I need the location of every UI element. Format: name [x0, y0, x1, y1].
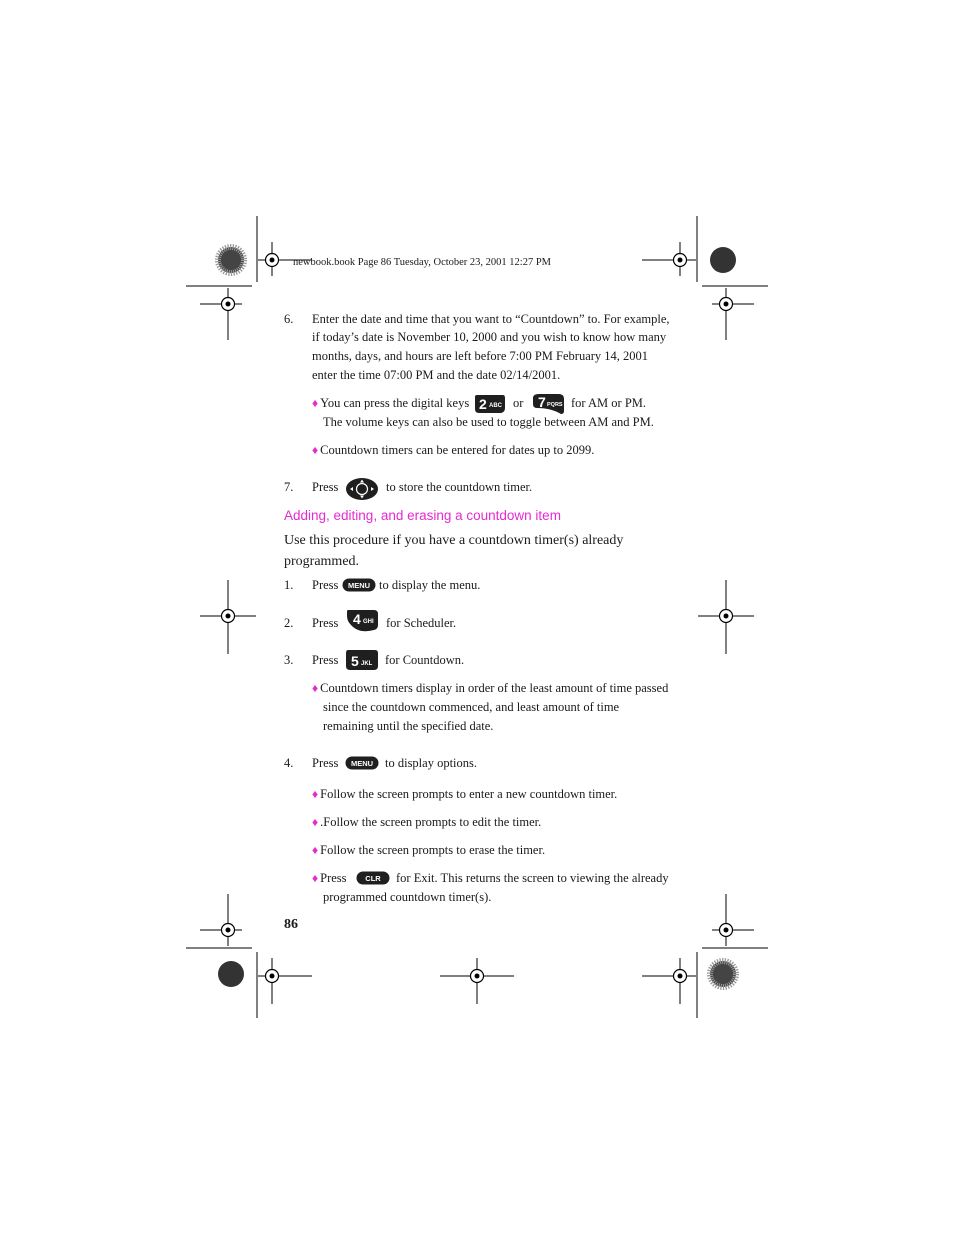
step-text: to display options.: [385, 756, 478, 770]
bullet-text: since the countdown commenced, and least amount of time: [323, 700, 620, 714]
step-number: 1.: [284, 578, 294, 592]
step-number: 6.: [284, 312, 294, 326]
step-number: 4.: [284, 756, 294, 770]
diamond-bullet-icon: ♦: [312, 815, 319, 829]
diamond-bullet-icon: ♦: [312, 443, 319, 457]
bullet-item: ♦ Countdown timers can be entered for dates up to 2099.: [312, 443, 595, 457]
bullet-item: ♦ Countdown timers display in order of the least amount of time passed: [312, 681, 669, 695]
key-letters: PQRS: [547, 402, 563, 408]
nav-key-icon: [345, 477, 379, 501]
step-text: for Countdown.: [385, 653, 465, 667]
step-number: 7.: [284, 480, 294, 494]
key-digit: 7: [538, 394, 546, 410]
bullet-item: ♦ Follow the screen prompts to erase the timer.: [312, 843, 546, 857]
or-text: or: [513, 396, 524, 410]
key-letters: JKL: [361, 661, 373, 667]
key-label: MENU: [347, 581, 371, 590]
diamond-bullet-icon: ♦: [312, 843, 319, 857]
step-text: for Scheduler.: [386, 616, 457, 630]
bullet-text: programmed countdown timer(s).: [323, 890, 492, 904]
section-intro: programmed.: [284, 554, 360, 569]
step6-line: if today’s date is November 10, 2000 and you wish to know how many: [312, 330, 667, 344]
menu-key-icon: [345, 756, 379, 770]
clr-key-icon: [356, 871, 390, 885]
step-number: 2.: [284, 616, 294, 630]
step6-line: months, days, and hours are left before 7:00 PM February 14, 2001: [312, 349, 649, 363]
section-intro: Use this procedure if you have a countdown timer(s) already: [284, 533, 624, 548]
press-text: Press: [312, 653, 339, 667]
press-text: Press: [312, 480, 339, 494]
diamond-bullet-icon: ♦: [312, 681, 319, 695]
bullet-text: remaining until the specified date.: [323, 719, 494, 733]
bullet-text: for AM or PM.: [571, 396, 647, 410]
key-letters: ABC: [489, 403, 502, 409]
step-text: to display the menu.: [379, 578, 481, 592]
key-letters: GHI: [363, 619, 374, 625]
bullet-item: ♦ Follow the screen prompts to enter a new countdown timer.: [312, 787, 618, 801]
press-text: Press: [312, 616, 339, 630]
diamond-bullet-icon: ♦: [312, 871, 319, 885]
bullet-item: ♦ You can press the digital keys: [312, 396, 470, 410]
bullet-item: ♦ Press: [312, 871, 347, 885]
press-text: Press: [312, 578, 339, 592]
bullet-text: for Exit. This returns the screen to viewing the already: [396, 871, 669, 885]
menu-key-icon: [342, 578, 376, 592]
print-header: newbook.book Page 86 Tuesday, October 23, 2001 12:27 PM: [293, 257, 552, 268]
diamond-bullet-icon: ♦: [312, 787, 319, 801]
key-digit: 2: [479, 396, 487, 412]
key-digit: 4: [353, 611, 361, 627]
step-number: 3.: [284, 653, 294, 667]
step7-text: to store the countdown timer.: [386, 480, 533, 494]
key-2-icon: [474, 392, 506, 414]
key-5-icon: [345, 648, 379, 672]
step6-line: Enter the date and time that you want to “Countdown” to. For example,: [312, 312, 670, 326]
key-digit: 5: [351, 653, 359, 669]
key-label: CLR: [365, 874, 381, 883]
diamond-bullet-icon: ♦: [312, 396, 319, 410]
step6-line: enter the time 07:00 PM and the date 02/14/2001.: [312, 368, 561, 382]
section-heading: Adding, editing, and erasing a countdown item: [284, 508, 561, 523]
bullet-item: ♦ .Follow the screen prompts to edit the timer.: [312, 815, 542, 829]
page-number: 86: [284, 917, 298, 932]
key-label: MENU: [350, 759, 374, 768]
press-text: Press: [312, 756, 339, 770]
key-4-icon: [345, 608, 379, 634]
bullet-text: The volume keys can also be used to toggle between AM and PM.: [323, 415, 654, 429]
